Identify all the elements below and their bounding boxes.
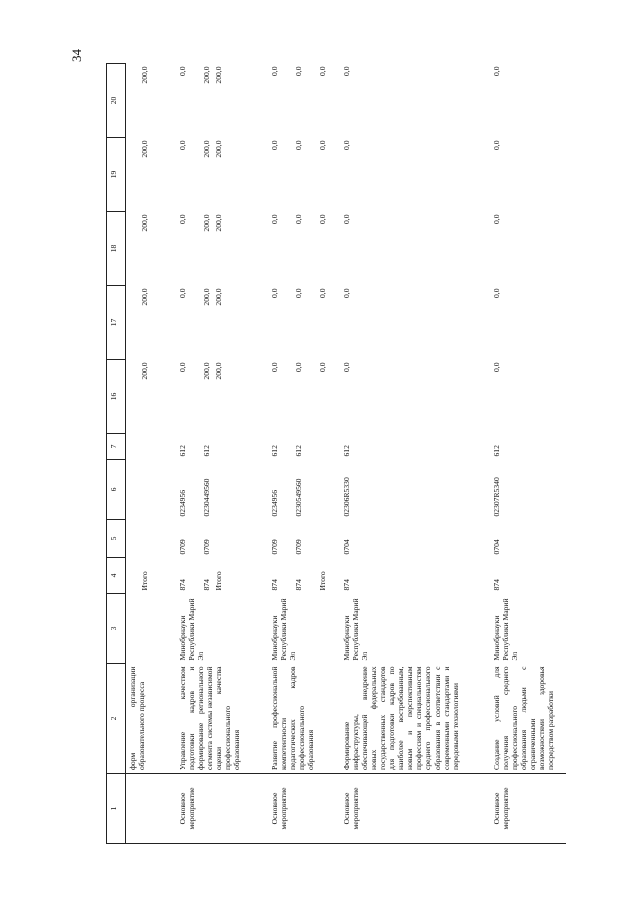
row-name: Развитие профессиональной компетентности педагогических кадров профессионального образования xyxy=(269,666,315,770)
col-header: 3 xyxy=(107,594,126,664)
row-name: Создание условий для получения среднего профессионального образования людьми с ограниченными возможностями здоровья посредством разработки xyxy=(491,666,556,770)
value-cell: 0,0 xyxy=(491,362,501,372)
col-header: 1 xyxy=(107,774,126,844)
value-cell: 0,0 xyxy=(491,288,501,298)
budget-table xyxy=(106,63,566,844)
row-executor: Минобрнауки Республики Марий Эл xyxy=(177,598,205,661)
value-cell: 0,0 0,0 0,0 xyxy=(269,140,327,150)
col-header: 2 xyxy=(107,664,126,774)
table-row xyxy=(176,64,268,844)
col5-cell xyxy=(126,520,176,558)
header-row xyxy=(107,64,126,844)
col5-cell: 0709 0709 xyxy=(177,539,211,555)
rotated-table-container xyxy=(106,64,556,844)
row-executor xyxy=(126,594,176,664)
col-header: 5 xyxy=(107,520,126,558)
value-cell: 0,0 200,0 200,0 xyxy=(177,140,223,158)
col-header: 16 xyxy=(107,360,126,434)
col4-cell: 874 xyxy=(491,579,501,591)
value-cell: 0,0 xyxy=(341,140,351,150)
col6-cell: 02307R5340 xyxy=(491,477,501,517)
value-cell: 200,0 xyxy=(140,140,149,158)
row-type: Основное мероприятие xyxy=(268,774,340,844)
value-cell: 0,0 xyxy=(341,362,351,372)
col-header: 18 xyxy=(107,212,126,286)
col6-cell: 02306R5330 xyxy=(341,477,351,517)
row-name: Формирование инфраструктуры, обеспечивающей внедрение новых федеральных государственных стандартов для подготовки кадров по наиболее востребованным, новым и перспективным профессиям и специальностям среднего профессионального образования в соответствии с современными стандартами и передовыми технологиями xyxy=(341,666,460,770)
col7-cell: 612 xyxy=(491,445,501,457)
col4-cell: 874 874 Итого xyxy=(269,571,327,591)
col-header: 20 xyxy=(107,64,126,138)
value-cell: 0,0 0,0 0,0 xyxy=(269,66,327,76)
row-name: форм организации образовательного процесса xyxy=(128,666,147,770)
value-cell: 0,0 200,0 200,0 xyxy=(177,288,223,306)
value-cell: 0,0 0,0 0,0 xyxy=(269,362,327,372)
col-header: 7 xyxy=(107,434,126,460)
value-cell: 200,0 xyxy=(140,214,149,232)
col-header: 4 xyxy=(107,558,126,594)
table-row xyxy=(490,64,566,844)
table-row xyxy=(340,64,490,844)
page-number: 34 xyxy=(69,49,84,62)
value-cell: 0,0 xyxy=(491,140,501,150)
value-cell: 0,0 xyxy=(491,66,501,76)
col6-cell: 0234956 0230549560 xyxy=(269,478,303,517)
row-type: Основное мероприятие xyxy=(490,774,566,844)
col5-cell: 0704 xyxy=(491,539,501,555)
value-cell: 0,0 200,0 200,0 xyxy=(177,214,223,232)
row-type: Основное мероприятие xyxy=(176,774,268,844)
value-cell: 0,0 0,0 0,0 xyxy=(269,288,327,298)
col-header: 17 xyxy=(107,286,126,360)
col4-cell: 874 874 Итого xyxy=(177,571,223,591)
row-type xyxy=(126,774,176,844)
col7-cell xyxy=(126,434,176,460)
value-cell: 200,0 xyxy=(140,288,149,306)
value-cell: 0,0 200,0 200,0 xyxy=(177,66,223,84)
value-cell: 0,0 xyxy=(491,214,501,224)
value-cell: 200,0 xyxy=(140,362,149,380)
col-header: 6 xyxy=(107,460,126,520)
value-cell: 0,0 0,0 0,0 xyxy=(269,214,327,224)
col5-cell: 0709 0709 xyxy=(269,539,303,555)
col6-cell xyxy=(126,460,176,520)
col5-cell: 0704 xyxy=(341,539,351,555)
col6-cell: 0234956 0230449560 xyxy=(177,478,211,517)
col7-cell: 612 xyxy=(341,445,351,457)
col4-cell: 874 xyxy=(341,579,351,591)
col-header: 19 xyxy=(107,138,126,212)
row-executor: Минобрнауки Республики Марий Эл xyxy=(269,598,297,661)
row-executor: Минобрнауки Республики Марий Эл xyxy=(491,598,519,661)
value-cell: 0,0 xyxy=(341,288,351,298)
row-name: Управление качеством подготовки кадров и формирование регионального сегмента системы независимой оценки качества профессионального образования xyxy=(177,666,242,770)
value-cell: 0,0 xyxy=(341,66,351,76)
row-type: Основное мероприятие xyxy=(340,774,490,844)
col7-cell: 612 612 xyxy=(269,445,303,457)
row-executor: Минобрнауки Республики Марий Эл xyxy=(341,598,369,661)
table-row xyxy=(268,64,340,844)
value-cell: 200,0 xyxy=(140,66,149,84)
value-cell: 0,0 200,0 200,0 xyxy=(177,362,223,380)
value-cell: 0,0 xyxy=(341,214,351,224)
table-row xyxy=(126,64,176,844)
col7-cell: 612 612 xyxy=(177,445,211,457)
col4-cell: Итого xyxy=(140,571,149,591)
